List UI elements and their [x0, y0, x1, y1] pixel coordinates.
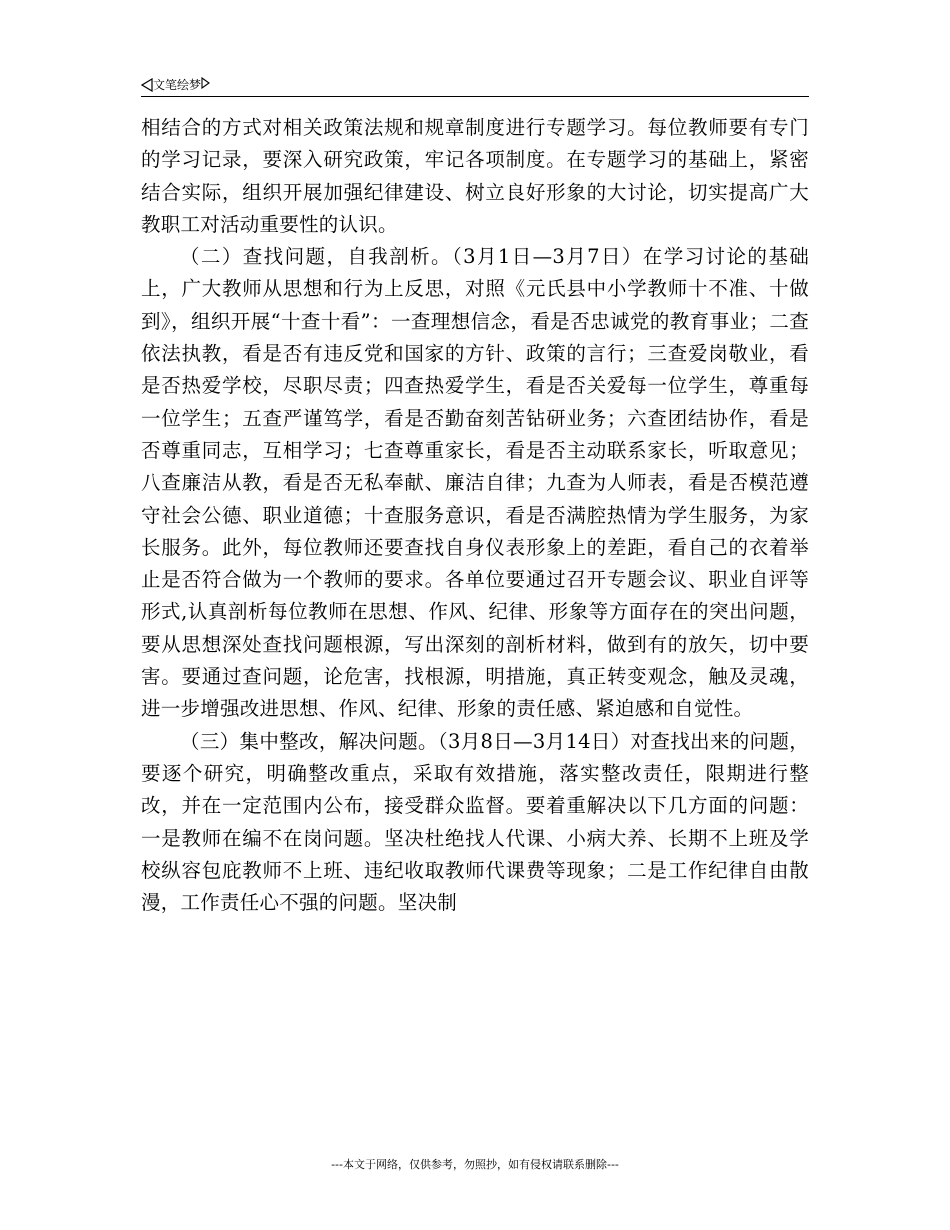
page-footer-disclaimer: ---本文于网络，仅供参考，勿照抄，如有侵权请联系删除--- [331, 1158, 619, 1171]
left-triangle-icon [141, 78, 153, 92]
right-triangle-icon [201, 77, 210, 89]
header-brand: 文笔绘梦 [153, 78, 202, 92]
page-header [141, 74, 809, 97]
paragraph: （二）查找问题，自我剖析。（3月1日—3月7日）在学习讨论的基础上，广大教师从思想和行为上反思，对照《元氏县中小学教师十不准、十做到》，组织开展“十查十看”：一查理想信念，看是否忠诚党的教育事业；二查依法执教，看是否有违反党和国家的方针、政策的言行；三查爱岗敬业，看是否热爱学校，尽职尽责；四查热爱学生，看是否关爱每一位学生，尊重每一位学生；五查严谨笃学，看是否勤奋刻苦钻研业务；六查团结协作，看是否尊重同志，互相学习；七查尊重家长，看是否主动联系家长，听取意见；八查廉洁从教，看是否无私奉献、廉洁自律；九查为人师表，看是否模范遵守社会公德、职业道德；十查服务意识，看是否满腔热情为学生服务，为家长服务。此外，每位教师还要查找自身仪表形象上的差距，看自己的衣着举止是否符合做为一个教师的要求。各单位要通过召开专题会议、职业自评等形式,认真剖析每位教师在思想、作风、纪律、形象等方面存在的突出问题，要从思想深处查找问题根源，写出深刻的剖析材料，做到有的放矢，切中要害。要通过查问题，论危害，找根源，明措施，真正转变观念，触及灵魂，进一步增强改进思想、作风、纪律、形象的责任感、紧迫感和自觉性。 [141, 245, 809, 721]
paragraph: 相结合的方式对相关政策法规和规章制度进行专题学习。每位教师要有专门的学习记录，要深入研究政策，牢记各项制度。在专题学习的基础上，紧密结合实际，组织开展加强纪律建设、树立良好形象的大讨论，切实提高广大教职工对活动重要性的认识。 [141, 116, 809, 236]
paragraph: （三）集中整改，解决问题。（3月8日—3月14日）对查找出来的问题，要逐个研究，明确整改重点，采取有效措施，落实整改责任，限期进行整改，并在一定范围内公布，接受群众监督。要着重解决以下几方面的问题：一是教师在编不在岗问题。坚决杜绝找人代课、小病大养、长期不上班及学校纵容包庇教师不上班、违纪收取教师代课费等现象；二是工作纪律自由散漫，工作责任心不强的问题。坚决制 [141, 729, 809, 915]
document-body [141, 112, 809, 919]
